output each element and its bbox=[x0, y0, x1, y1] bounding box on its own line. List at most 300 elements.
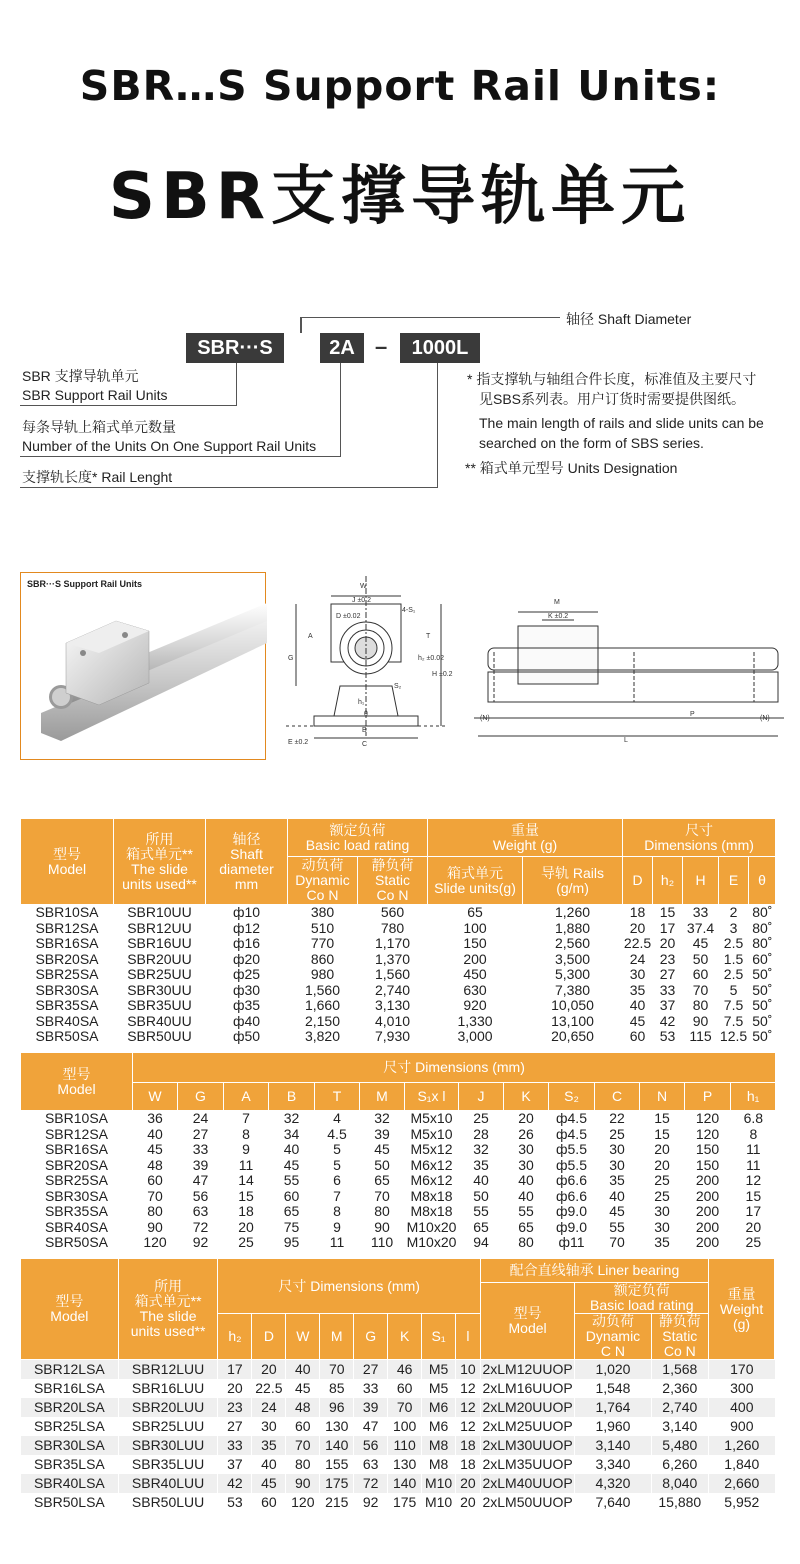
connector-line bbox=[300, 317, 560, 318]
table-cell: 60 bbox=[133, 1173, 178, 1189]
table-cell: 45 bbox=[252, 1474, 286, 1493]
th-w-rail: 导轨 Rails (g/m) bbox=[523, 857, 623, 905]
table-row bbox=[21, 1204, 776, 1220]
th3-col: K bbox=[388, 1314, 422, 1360]
dim-m: M bbox=[554, 599, 560, 606]
table-row bbox=[21, 1360, 775, 1380]
code-length-box: 1000L bbox=[400, 333, 480, 363]
th3-model: 型号 Model bbox=[21, 1259, 119, 1360]
table-cell: M10 bbox=[422, 1493, 456, 1512]
table-cell: 12 bbox=[731, 1173, 776, 1189]
th2-col: C bbox=[595, 1083, 640, 1111]
table-cell: 11 bbox=[731, 1142, 776, 1158]
table-cell: 27 bbox=[653, 967, 683, 983]
table-cell: 25 bbox=[731, 1235, 776, 1251]
table-cell: SBR12SA bbox=[21, 1127, 133, 1143]
table-cell: SBR16SA bbox=[21, 1142, 133, 1158]
table-row bbox=[21, 1111, 776, 1127]
table-cell: 20 bbox=[224, 1220, 269, 1236]
table-cell: 12.5 bbox=[719, 1028, 748, 1044]
table-cell: 50˚ bbox=[749, 967, 776, 983]
table-cell: 50 bbox=[683, 952, 719, 968]
th3-col: l bbox=[456, 1314, 481, 1360]
table-cell: 50˚ bbox=[749, 1029, 776, 1045]
product-photo bbox=[20, 572, 266, 760]
table-cell: 17 bbox=[731, 1204, 776, 1220]
table-2-body bbox=[21, 1111, 776, 1251]
table-cell: 80 bbox=[286, 1455, 320, 1474]
table-cell: 1,020 bbox=[575, 1360, 651, 1380]
table-cell: M8x18 bbox=[405, 1189, 459, 1205]
table-cell: 90 bbox=[133, 1220, 178, 1236]
table-row bbox=[21, 921, 776, 937]
th3-liner-bearing: 配合直线轴承 Liner bearing bbox=[480, 1259, 708, 1283]
table-cell: 65 bbox=[504, 1220, 549, 1236]
dim-j: J ±0.2 bbox=[352, 597, 372, 604]
table-cell: 1,170 bbox=[358, 936, 428, 952]
table-row bbox=[21, 1417, 775, 1436]
th2-col: J bbox=[459, 1083, 504, 1111]
table-cell: 215 bbox=[320, 1493, 354, 1512]
dim-h1: h₁ bbox=[358, 699, 365, 706]
table-cell: SBR30SA bbox=[21, 983, 114, 999]
table-cell: 3,140 bbox=[575, 1436, 651, 1455]
table-cell: 75 bbox=[269, 1220, 315, 1236]
table-cell: 63 bbox=[178, 1204, 224, 1220]
th2-dimensions: 尺寸 Dimensions (mm) bbox=[133, 1053, 776, 1083]
table-cell: 4,320 bbox=[575, 1474, 651, 1493]
table-cell: 50 bbox=[459, 1189, 504, 1205]
table-cell: 90 bbox=[286, 1474, 320, 1493]
table-cell: ф9.0 bbox=[549, 1220, 595, 1236]
table-cell: 1,560 bbox=[288, 983, 358, 999]
table-cell: 300 bbox=[709, 1379, 775, 1398]
table-cell: 11 bbox=[731, 1158, 776, 1174]
table-cell: 2,740 bbox=[358, 983, 428, 999]
shaft-diameter-label: 轴径 Shaft Diameter bbox=[566, 311, 692, 327]
table-cell: 47 bbox=[354, 1417, 388, 1436]
table-cell: M8x18 bbox=[405, 1204, 459, 1220]
table-cell: SBR25LUU bbox=[118, 1417, 218, 1436]
dim-e: E ±0.2 bbox=[288, 739, 309, 746]
th-h: H bbox=[683, 857, 719, 905]
table-cell: 33 bbox=[683, 905, 719, 921]
table-cell: 22.5 bbox=[252, 1379, 286, 1398]
table-cell: 3,000 bbox=[428, 1029, 523, 1045]
table-cell: 2,150 bbox=[288, 1014, 358, 1030]
table-cell: SBR30UU bbox=[114, 983, 206, 999]
table-cell: 2.5 bbox=[719, 936, 749, 952]
table-cell: 4 bbox=[315, 1111, 360, 1127]
th2-col: K bbox=[504, 1083, 549, 1111]
table-cell: 5,952 bbox=[709, 1493, 775, 1512]
table-cell: 7.5 bbox=[719, 998, 749, 1014]
table-cell: ф35 bbox=[206, 998, 288, 1014]
table-cell: 60 bbox=[269, 1189, 315, 1205]
table-cell: 80 bbox=[360, 1204, 405, 1220]
table-cell: M10x20 bbox=[405, 1220, 459, 1236]
table-cell: 3 bbox=[719, 921, 749, 937]
th-w-slide: 箱式单元 Slide units(g) bbox=[428, 857, 523, 905]
table-cell: 15,880 bbox=[651, 1493, 709, 1512]
table-cell: 1,840 bbox=[709, 1455, 775, 1474]
table-cell: 120 bbox=[685, 1111, 731, 1127]
table-cell: SBR16UU bbox=[114, 936, 206, 952]
table-cell: 120 bbox=[133, 1235, 178, 1251]
table-cell: 3,340 bbox=[575, 1455, 651, 1474]
table-cell: 130 bbox=[388, 1455, 422, 1474]
dim-n-right: (N) bbox=[760, 715, 770, 722]
table-row bbox=[21, 1127, 776, 1143]
table-cell: 45 bbox=[286, 1379, 320, 1398]
table-cell: 3,500 bbox=[523, 952, 623, 968]
table-cell: 7,640 bbox=[575, 1493, 651, 1512]
table-cell: 20 bbox=[456, 1493, 481, 1512]
dim-a: A bbox=[308, 633, 313, 640]
table-cell: 39 bbox=[360, 1127, 405, 1143]
table-cell: 48 bbox=[133, 1158, 178, 1174]
table-cell: 45 bbox=[133, 1142, 178, 1158]
table-cell: SBR20UU bbox=[114, 952, 206, 968]
table-row bbox=[21, 1173, 776, 1189]
th-slide-unit: 所用 箱式单元** The slide units used** bbox=[114, 819, 206, 905]
table-cell: 8 bbox=[315, 1204, 360, 1220]
table-cell: 2,360 bbox=[651, 1379, 709, 1398]
table-cell: SBR12SA bbox=[21, 921, 114, 937]
th3-dynamic: 动负荷 Dynamic C N bbox=[575, 1314, 651, 1360]
table-cell: 42 bbox=[218, 1474, 252, 1493]
th-weight: 重量 Weight (g) bbox=[428, 819, 623, 857]
table-cell: 40 bbox=[459, 1173, 504, 1189]
table-cell: 30 bbox=[623, 967, 653, 983]
table-cell: 20 bbox=[640, 1158, 685, 1174]
th3-col: M bbox=[320, 1314, 354, 1360]
table-cell: 8 bbox=[731, 1127, 776, 1143]
table-cell: 56 bbox=[354, 1436, 388, 1455]
table-cell: M8 bbox=[422, 1455, 456, 1474]
spec-table-2 bbox=[20, 1052, 776, 1251]
table-cell: 24 bbox=[252, 1398, 286, 1417]
table-cell: 9 bbox=[224, 1142, 269, 1158]
note-sbr-en: SBR Support Rail Units bbox=[22, 387, 168, 403]
table-cell: 20 bbox=[623, 921, 653, 937]
table-cell: 35 bbox=[623, 983, 653, 999]
table-cell: 39 bbox=[178, 1158, 224, 1174]
table-cell: SBR25UU bbox=[114, 967, 206, 983]
table-cell: SBR25SA bbox=[21, 967, 114, 983]
table-cell: 70 bbox=[388, 1398, 422, 1417]
table-cell: 46 bbox=[388, 1360, 422, 1380]
table-cell: SBR25SA bbox=[21, 1173, 133, 1189]
table-cell: 33 bbox=[354, 1379, 388, 1398]
table-cell: 70 bbox=[360, 1189, 405, 1205]
table-cell: 45 bbox=[360, 1142, 405, 1158]
table-cell: SBR50LUU bbox=[118, 1493, 218, 1512]
table-cell: 39 bbox=[354, 1398, 388, 1417]
table-cell: 7,380 bbox=[523, 983, 623, 999]
table-cell: 80˚ bbox=[749, 921, 776, 937]
th-shaft: 轴径 Shaft diameter mm bbox=[206, 819, 288, 905]
table-cell: M5 bbox=[422, 1360, 456, 1380]
table-cell: 48 bbox=[286, 1398, 320, 1417]
table-cell: 3,820 bbox=[288, 1029, 358, 1045]
table-cell: 1,660 bbox=[288, 998, 358, 1014]
table-cell: 200 bbox=[685, 1220, 731, 1236]
table-1-body bbox=[21, 905, 776, 1045]
table-cell: 45 bbox=[623, 1014, 653, 1030]
table-cell: 11 bbox=[224, 1158, 269, 1174]
table-cell: SBR20LUU bbox=[118, 1398, 218, 1417]
table-cell: 32 bbox=[360, 1111, 405, 1127]
table-cell: ф5.5 bbox=[549, 1142, 595, 1158]
th2-col: G bbox=[178, 1083, 224, 1111]
table-cell: 7.5 bbox=[719, 1014, 749, 1030]
table-cell: 70 bbox=[320, 1360, 354, 1380]
note-units-cn: 每条导轨上箱式单元数量 bbox=[22, 419, 176, 435]
table-cell: 15 bbox=[731, 1189, 776, 1205]
table-cell: 55 bbox=[504, 1204, 549, 1220]
th2-col: N bbox=[640, 1083, 685, 1111]
table-cell: 1,880 bbox=[523, 921, 623, 937]
table-cell: 53 bbox=[218, 1493, 252, 1512]
table-cell: M5 bbox=[422, 1379, 456, 1398]
table-cell: SBR40UU bbox=[114, 1014, 206, 1030]
table-3-body bbox=[21, 1360, 775, 1513]
table-cell: 35 bbox=[595, 1173, 640, 1189]
table-cell: 7 bbox=[224, 1111, 269, 1127]
table-row bbox=[21, 1220, 776, 1236]
table-cell: 12 bbox=[456, 1417, 481, 1436]
table-cell: 900 bbox=[709, 1417, 775, 1436]
table-cell: 47 bbox=[178, 1173, 224, 1189]
table-cell: 5,300 bbox=[523, 967, 623, 983]
table-cell: ф9.0 bbox=[549, 1204, 595, 1220]
table-cell: 2.5 bbox=[719, 967, 749, 983]
th3-static: 静负荷 Static Co N bbox=[651, 1314, 709, 1360]
table-cell: 6 bbox=[315, 1173, 360, 1189]
table-cell: 60 bbox=[286, 1417, 320, 1436]
th3-col: h₂ bbox=[218, 1314, 252, 1360]
table-cell: 37 bbox=[653, 998, 683, 1014]
connector-line bbox=[20, 487, 438, 488]
table-cell: 12 bbox=[456, 1379, 481, 1398]
table-cell: M6 bbox=[422, 1398, 456, 1417]
table-cell: 8 bbox=[224, 1127, 269, 1143]
table-cell: SBR50LSA bbox=[21, 1493, 119, 1512]
th-static: 静负荷 Static Co N bbox=[358, 857, 428, 905]
table-cell: 37 bbox=[218, 1455, 252, 1474]
table-cell: 36 bbox=[133, 1111, 178, 1127]
note-right-5: ** 箱式单元型号 Units Designation bbox=[465, 460, 678, 476]
table-cell: 18 bbox=[456, 1455, 481, 1474]
note-right-1: * 指支撑轨与轴组合件长度，标准值及主要尺寸 bbox=[467, 371, 757, 387]
table-cell: 72 bbox=[354, 1474, 388, 1493]
table-cell: SBR12UU bbox=[114, 921, 206, 937]
code-model-box: SBR···S bbox=[186, 333, 284, 363]
dim-l: L bbox=[624, 737, 628, 744]
table-cell: M6 bbox=[422, 1417, 456, 1436]
th-load: 额定负荷 Basic load rating bbox=[288, 819, 428, 857]
cross-section-drawing bbox=[286, 576, 453, 748]
table-cell: 8,040 bbox=[651, 1474, 709, 1493]
table-cell: 65 bbox=[459, 1220, 504, 1236]
table-cell: 5,480 bbox=[651, 1436, 709, 1455]
th-dimensions: 尺寸 Dimensions (mm) bbox=[623, 819, 776, 857]
table-row bbox=[21, 905, 776, 921]
table-cell: 65 bbox=[360, 1173, 405, 1189]
table-row bbox=[21, 1189, 776, 1205]
table-cell: 27 bbox=[178, 1127, 224, 1143]
table-cell: 7 bbox=[315, 1189, 360, 1205]
table-cell: 560 bbox=[358, 905, 428, 921]
table-cell: 40 bbox=[623, 998, 653, 1014]
table-cell: SBR20SA bbox=[21, 1158, 133, 1174]
table-cell: 200 bbox=[428, 952, 523, 968]
dim-p: P bbox=[690, 711, 695, 718]
note-sbr-cn: SBR 支撑导轨单元 bbox=[22, 368, 139, 384]
table-cell: 1,330 bbox=[428, 1014, 523, 1030]
table-cell: 56 bbox=[178, 1189, 224, 1205]
th3-weight: 重量 Weight (g) bbox=[709, 1259, 775, 1360]
side-view-drawing bbox=[474, 592, 784, 747]
th3-slide-unit: 所用 箱式单元** The slide units used** bbox=[118, 1259, 218, 1360]
table-cell: 60 bbox=[623, 1029, 653, 1045]
table-cell: 1,260 bbox=[709, 1436, 775, 1455]
table-cell: M6x12 bbox=[405, 1173, 459, 1189]
table-cell: SBR35LSA bbox=[21, 1455, 119, 1474]
table-cell: 6.8 bbox=[731, 1111, 776, 1127]
th3-col: D bbox=[252, 1314, 286, 1360]
table-cell: 25 bbox=[595, 1127, 640, 1143]
table-cell: 24 bbox=[623, 952, 653, 968]
table-cell: 13,100 bbox=[523, 1014, 623, 1030]
table-cell: ф16 bbox=[206, 936, 288, 952]
table-cell: 150 bbox=[685, 1142, 731, 1158]
table-cell: SBR20LSA bbox=[21, 1398, 119, 1417]
table-cell: 2xLM30UUOP bbox=[480, 1436, 575, 1455]
th2-col: A bbox=[224, 1083, 269, 1111]
table-cell: 30 bbox=[640, 1220, 685, 1236]
table-cell: 35 bbox=[640, 1235, 685, 1251]
dim-h2: h₂ ±0.02 bbox=[418, 655, 445, 662]
table-cell: 25 bbox=[459, 1111, 504, 1127]
table-row bbox=[21, 1158, 776, 1174]
table-cell: 2xLM35UUOP bbox=[480, 1455, 575, 1474]
table-cell: 22 bbox=[595, 1111, 640, 1127]
table-cell: 980 bbox=[288, 967, 358, 983]
spec-table-3 bbox=[20, 1258, 775, 1512]
table-cell: SBR35LUU bbox=[118, 1455, 218, 1474]
table-cell: SBR35SA bbox=[21, 1204, 133, 1220]
table-cell: SBR35SA bbox=[21, 998, 114, 1014]
table-cell: SBR12LUU bbox=[118, 1360, 218, 1380]
table-cell: 7,930 bbox=[358, 1029, 428, 1045]
table-cell: 17 bbox=[653, 921, 683, 937]
table-cell: 28 bbox=[459, 1127, 504, 1143]
table-cell: 42 bbox=[653, 1014, 683, 1030]
th-theta: θ bbox=[749, 857, 776, 905]
table-cell: M5x12 bbox=[405, 1142, 459, 1158]
table-cell: 200 bbox=[685, 1235, 731, 1251]
table-row bbox=[21, 1493, 775, 1512]
th-e: E bbox=[719, 857, 749, 905]
table-cell: 33 bbox=[178, 1142, 224, 1158]
table-cell: 32 bbox=[459, 1142, 504, 1158]
table-cell: 70 bbox=[286, 1436, 320, 1455]
table-cell: 780 bbox=[358, 921, 428, 937]
table-cell: 1,560 bbox=[358, 967, 428, 983]
table-cell: SBR30LUU bbox=[118, 1436, 218, 1455]
table-cell: 1,548 bbox=[575, 1379, 651, 1398]
table-cell: 2,740 bbox=[651, 1398, 709, 1417]
table-cell: 60˚ bbox=[749, 952, 776, 968]
table-cell: 920 bbox=[428, 998, 523, 1014]
table-cell: 50˚ bbox=[749, 983, 776, 999]
table-row bbox=[21, 1455, 775, 1474]
table-cell: 25 bbox=[224, 1235, 269, 1251]
table-cell: 10 bbox=[456, 1360, 481, 1380]
th3-dimensions: 尺寸 Dimensions (mm) bbox=[218, 1259, 480, 1314]
table-cell: 30 bbox=[595, 1142, 640, 1158]
table-cell: 6,260 bbox=[651, 1455, 709, 1474]
table-cell: 2xLM16UUOP bbox=[480, 1379, 575, 1398]
table-cell: SBR40SA bbox=[21, 1220, 133, 1236]
table-cell: 45 bbox=[683, 936, 719, 952]
table-cell: 20 bbox=[640, 1142, 685, 1158]
spec-table-1 bbox=[20, 818, 776, 1045]
th-d: D bbox=[623, 857, 653, 905]
th3-col: G bbox=[354, 1314, 388, 1360]
table-cell: 120 bbox=[286, 1493, 320, 1512]
table-cell: ф6.6 bbox=[549, 1189, 595, 1205]
rail-unit-illustration bbox=[21, 573, 267, 761]
connector-line bbox=[20, 456, 341, 457]
table-cell: ф4.5 bbox=[549, 1111, 595, 1127]
table-cell: 15 bbox=[640, 1111, 685, 1127]
table-cell: 20 bbox=[504, 1111, 549, 1127]
table-cell: 92 bbox=[354, 1493, 388, 1512]
th-model: 型号 Model bbox=[21, 819, 114, 905]
table-cell: 60 bbox=[252, 1493, 286, 1512]
connector-line bbox=[340, 363, 341, 457]
th2-col: M bbox=[360, 1083, 405, 1111]
table-cell: 2xLM12UUOP bbox=[480, 1360, 575, 1380]
table-cell: ф25 bbox=[206, 967, 288, 983]
table-cell: M5x10 bbox=[405, 1127, 459, 1143]
table-cell: 5 bbox=[315, 1142, 360, 1158]
table-cell: 100 bbox=[428, 921, 523, 937]
table-cell: 85 bbox=[320, 1379, 354, 1398]
table-cell: 18 bbox=[456, 1436, 481, 1455]
table-cell: 95 bbox=[269, 1235, 315, 1251]
table-cell: 94 bbox=[459, 1235, 504, 1251]
table-cell: 110 bbox=[360, 1235, 405, 1251]
table-cell: SBR40SA bbox=[21, 1014, 114, 1030]
table-cell: 27 bbox=[218, 1417, 252, 1436]
page-title-en: SBR…S Support Rail Units: bbox=[79, 62, 721, 110]
table-cell: 17 bbox=[218, 1360, 252, 1380]
table-cell: 26 bbox=[504, 1127, 549, 1143]
table-cell: 20,650 bbox=[523, 1029, 623, 1045]
dim-g: G bbox=[288, 655, 294, 662]
table-row bbox=[21, 983, 776, 999]
table-cell: 2,560 bbox=[523, 936, 623, 952]
table-cell: SBR25LSA bbox=[21, 1417, 119, 1436]
table-cell: 9 bbox=[315, 1220, 360, 1236]
table-cell: 33 bbox=[653, 983, 683, 999]
th2-model: 型号 Model bbox=[21, 1053, 133, 1111]
table-row bbox=[21, 1379, 775, 1398]
